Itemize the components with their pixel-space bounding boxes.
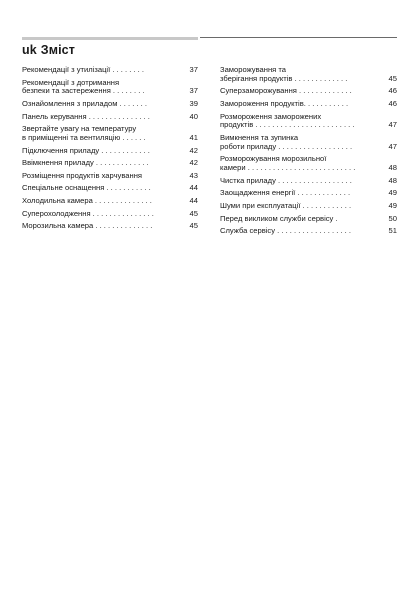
toc-entry[interactable] <box>220 155 397 173</box>
toc-entry[interactable] <box>22 222 198 231</box>
toc-page-number: 44 <box>189 183 198 193</box>
toc-entry-text: Служба сервісу . . . . . . . . . . . . . . . . . . <box>220 227 351 236</box>
toc-page-number: 39 <box>189 98 198 108</box>
language-code: uk <box>22 43 37 57</box>
toc-entry-text: Морозильна камера . . . . . . . . . . . . . . <box>22 222 153 231</box>
toc-entry[interactable] <box>220 134 397 152</box>
toc-entry-text: Рекомендації з утилізації . . . . . . . . <box>22 66 144 74</box>
toc-entry[interactable] <box>220 87 397 96</box>
toc-entry-text: Розміщення продуктів харчування <box>22 171 143 180</box>
toc-page-number: 46 <box>388 86 397 96</box>
toc-page-number: 45 <box>189 208 198 218</box>
toc-page-number: 49 <box>388 200 397 210</box>
toc-entry[interactable] <box>220 189 397 198</box>
toc-page-number: 37 <box>189 65 198 74</box>
toc-entry[interactable] <box>220 113 397 131</box>
toc-entry-text: в приміщенні та вентиляцію . . . . . . <box>22 133 146 142</box>
toc-entry[interactable] <box>22 113 198 122</box>
toc-entry-text: Холодильна камера . . . . . . . . . . . . . . <box>22 196 152 205</box>
toc-entry-text: Заощадження енергії . . . . . . . . . . . . . <box>220 189 351 198</box>
toc-entry[interactable] <box>220 202 397 211</box>
toc-entry[interactable] <box>22 147 198 156</box>
toc-entry-text: безпеки та застереження . . . . . . . . <box>22 87 145 96</box>
toc-entry[interactable] <box>22 172 198 181</box>
toc-page-number: 44 <box>189 195 198 205</box>
toc-entry-text: Рекомендації з дотримання <box>22 78 120 87</box>
header-rule <box>22 37 198 40</box>
toc-entry-text: Підключення приладу . . . . . . . . . . . . <box>22 146 150 155</box>
page-title <box>22 43 75 57</box>
toc-entry[interactable] <box>22 184 198 193</box>
toc-page-number: 40 <box>189 111 198 121</box>
toc-entry-text: Панель керування . . . . . . . . . . . . . . . <box>22 112 150 121</box>
toc-entry-text: камери . . . . . . . . . . . . . . . . . . . . . . . . . . <box>220 164 356 173</box>
toc-page-number: 43 <box>189 170 198 180</box>
title-text: Зміст <box>40 43 75 57</box>
toc-entry-text: Шуми при експлуатації . . . . . . . . . . . . <box>220 201 352 210</box>
toc-entry-text: Заморожування та <box>220 66 286 74</box>
toc-entry-text: Замороження продуктів. . . . . . . . . . . <box>220 99 349 108</box>
toc-entry-text: Суперзаморожування . . . . . . . . . . . . . <box>220 87 352 96</box>
toc-entry-text: зберігання продуктів . . . . . . . . . . . . . <box>220 74 348 83</box>
toc-entry[interactable] <box>22 100 198 109</box>
toc-page-number: 45 <box>388 73 397 83</box>
toc-entry[interactable] <box>220 66 397 84</box>
toc-page-number: 49 <box>388 188 397 198</box>
toc-entry[interactable] <box>220 177 397 186</box>
toc-entry[interactable] <box>22 210 198 219</box>
header-rule-thin <box>200 37 397 38</box>
toc-page-number: 48 <box>388 163 397 173</box>
toc-entry-text: Розморожування морозильної <box>220 155 327 164</box>
toc-entry-text: Ознайомлення з приладом . . . . . . . <box>22 99 147 108</box>
toc-entry[interactable] <box>220 215 397 224</box>
toc-page-number: 37 <box>189 86 198 96</box>
toc-entry-text: Звертайте увагу на температуру <box>22 125 137 134</box>
toc-page-number: 47 <box>388 141 397 151</box>
toc-entry[interactable] <box>220 227 397 236</box>
toc-entry-text: Чистка приладу . . . . . . . . . . . . . . . . . . <box>220 176 352 185</box>
toc-column-left <box>22 66 198 235</box>
toc-entry[interactable] <box>22 125 198 143</box>
toc-entry-text: Ввімкнення приладу . . . . . . . . . . . . . <box>22 159 149 168</box>
toc-page-number: 47 <box>388 120 397 130</box>
toc-entry-text: Перед викликом служби сервісу . <box>220 214 338 223</box>
toc-entry[interactable] <box>220 100 397 109</box>
toc-entry-text: Розмороження заморожених <box>220 112 322 121</box>
toc-entry[interactable] <box>22 66 198 75</box>
toc-entry-text: продуктів . . . . . . . . . . . . . . . . . . . . . . . . <box>220 121 355 130</box>
toc-entry-text: Спеціальне оснащення . . . . . . . . . . . <box>22 184 151 193</box>
toc-column-right <box>220 66 397 240</box>
toc-page-number: 42 <box>189 158 198 168</box>
toc-page-number: 42 <box>189 145 198 155</box>
toc-entry[interactable] <box>22 159 198 168</box>
toc-page-number: 48 <box>388 175 397 185</box>
toc-page-number: 41 <box>189 132 198 142</box>
toc-entry-text: Вимкнення та зупинка <box>220 133 299 142</box>
toc-page-number: 50 <box>388 213 397 223</box>
toc-entry-text: Суперохолодження . . . . . . . . . . . . . . . <box>22 209 154 218</box>
toc-entry[interactable] <box>22 79 198 97</box>
toc-page-number: 51 <box>388 226 397 236</box>
toc-entry-text: роботи приладу . . . . . . . . . . . . . . . . . . <box>220 142 353 151</box>
toc-page-number: 46 <box>388 98 397 108</box>
toc-entry[interactable] <box>22 197 198 206</box>
toc-page-number: 45 <box>189 221 198 231</box>
